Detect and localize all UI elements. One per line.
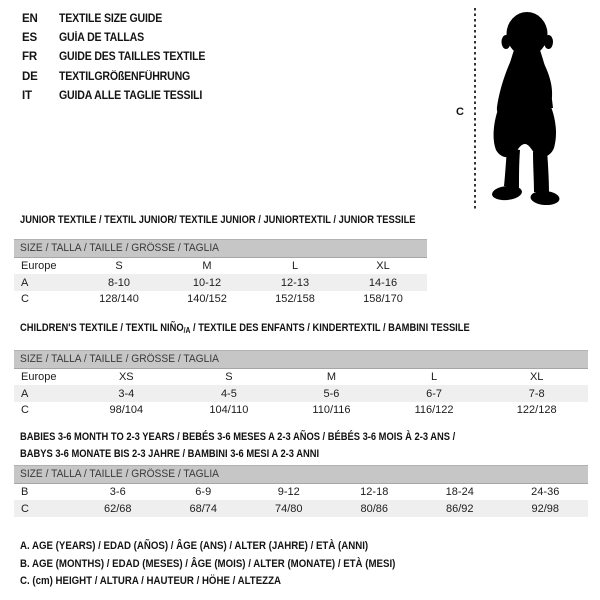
height-measure-label: C (456, 106, 464, 118)
size-cell: 9-12 (277, 486, 300, 499)
size-cell: 110/116 (312, 403, 351, 416)
size-band-label: SIZE / TALLA / TAILLE / GRÖSSE / TAGLIA (20, 353, 220, 365)
title-part: / TEXTILE DES ENFANTS / KINDERTEXTIL / BAMBINI TESSILE (190, 322, 470, 334)
size-band-label: SIZE / TALLA / TAILLE / GRÖSSE / TAGLIA (20, 242, 220, 254)
size-cell: 104/110 (209, 403, 249, 416)
row-label: A (14, 274, 75, 290)
size-cell: M (202, 260, 212, 273)
size-cell: S (115, 260, 123, 273)
size-cell: S (225, 371, 233, 384)
size-cell: XL (529, 371, 544, 384)
size-cell: 24-36 (531, 486, 560, 499)
table-row-europe (14, 369, 588, 385)
lang-row-de (22, 67, 218, 86)
toddler-silhouette-icon (486, 4, 581, 209)
lang-code: ES (22, 32, 37, 45)
note-a: A. AGE (YEARS) / EDAD (AÑOS) / ÂGE (ANS) / ALTER (JAHRE) / ETÀ (ANNI) (20, 540, 369, 552)
size-cell: L (431, 371, 438, 384)
size-cell: 68/74 (161, 500, 247, 516)
lang-row-en (22, 9, 218, 28)
row-label: Europe (21, 371, 57, 384)
row-label: C (21, 403, 29, 416)
size-cell: 6-7 (383, 385, 486, 401)
lang-title: TEXTILE SIZE GUIDE (59, 12, 163, 25)
section-title-babies (20, 429, 513, 462)
size-cell: 92/98 (503, 500, 589, 516)
lang-code: IT (22, 90, 32, 103)
note-c: C. (cm) HEIGHT / ALTURA / HAUTEUR / HÖHE / ALTEZZA (20, 575, 282, 587)
row-label: C (14, 500, 75, 516)
table-row-height (14, 500, 588, 516)
size-cell: 14-16 (339, 274, 427, 290)
row-label: C (21, 292, 29, 305)
lang-row-it (22, 87, 218, 106)
note-b: B. AGE (MONTHS) / EDAD (MESES) / ÂGE (MOIS) / ALTER (MONATE) / ETÀ (MESI) (20, 557, 396, 570)
row-label: B (21, 486, 29, 499)
size-cell: 12-13 (251, 274, 339, 290)
junior-textile-section (0, 214, 600, 307)
table-row-height (14, 402, 588, 418)
size-cell: M (326, 371, 337, 384)
size-cell: 3-4 (75, 385, 178, 401)
size-cell: 62/68 (75, 500, 161, 516)
children-size-table (14, 350, 588, 418)
legend-notes (20, 538, 447, 591)
lang-title: GUIDA ALLE TAGLIE TESSILI (59, 90, 203, 103)
children-textile-section (0, 322, 600, 418)
size-cell: 116/122 (414, 403, 454, 416)
height-measure-dotted-line (474, 8, 476, 209)
size-cell: XS (118, 371, 134, 384)
lang-title: TEXTILGRÖßENFÜHRUNG (59, 70, 191, 83)
title-part: CHILDREN'S TEXTILE / TEXTIL NIÑO (20, 322, 184, 334)
title-subscript: /A (183, 326, 191, 335)
lang-title: GUÍA DE TALLAS (59, 32, 144, 45)
size-cell: L (291, 260, 299, 273)
table-row-age (14, 385, 588, 401)
table-row-height (14, 291, 427, 307)
babies-size-table (14, 465, 588, 517)
size-cell: 12-18 (360, 486, 389, 499)
language-list (22, 9, 218, 106)
size-cell: 158/170 (363, 292, 403, 305)
table-row-age-months (14, 484, 588, 500)
size-cell: 7-8 (485, 385, 588, 401)
lang-title: GUIDE DES TAILLES TEXTILE (59, 51, 206, 64)
size-cell: 74/80 (246, 500, 332, 516)
size-cell: 140/152 (187, 292, 227, 305)
size-cell: 86/92 (417, 500, 503, 516)
table-row-age (14, 274, 427, 290)
lang-row-fr (22, 48, 218, 67)
size-cell: 122/128 (516, 403, 557, 416)
size-band (14, 239, 427, 258)
size-cell: 3-6 (109, 486, 126, 499)
size-cell: 98/104 (109, 403, 144, 416)
size-band (14, 465, 588, 484)
row-label: Europe (21, 260, 57, 273)
lang-code: EN (22, 12, 38, 25)
table-row-europe (14, 258, 427, 274)
size-band (14, 350, 588, 369)
size-cell: 6-9 (195, 486, 212, 499)
size-cell: 18-24 (445, 486, 474, 499)
size-cell: 10-12 (163, 274, 251, 290)
babies-textile-section (0, 429, 600, 517)
section-title-junior: JUNIOR TEXTILE / TEXTIL JUNIOR/ TEXTILE JUNIOR / JUNIORTEXTIL / JUNIOR TESSILE (20, 214, 416, 226)
size-cell: 128/140 (99, 292, 139, 305)
lang-row-es (22, 28, 218, 47)
lang-code: DE (22, 70, 38, 83)
size-cell: 4-5 (178, 385, 281, 401)
title-line-2: BABYS 3-6 MONATE BIS 2-3 JAHRE / BAMBINI 3-6 MESI A 2-3 ANNI (20, 447, 320, 460)
size-cell: 80/86 (332, 500, 418, 516)
size-cell: 8-10 (75, 274, 163, 290)
junior-size-table (14, 239, 427, 307)
lang-code: FR (22, 51, 37, 64)
size-cell: 5-6 (280, 385, 383, 401)
section-title-children (20, 322, 513, 337)
size-band-label: SIZE / TALLA / TAILLE / GRÖSSE / TAGLIA (20, 468, 220, 480)
size-cell: 152/158 (275, 292, 315, 305)
size-cell: XL (376, 260, 390, 273)
title-line-1: BABIES 3-6 MONTH TO 2-3 YEARS / BEBÉS 3-6 MESES A 2-3 AÑOS / BÉBÉS 3-6 MOIS À 2-3 ANS / (20, 431, 456, 443)
row-label: A (14, 385, 75, 401)
